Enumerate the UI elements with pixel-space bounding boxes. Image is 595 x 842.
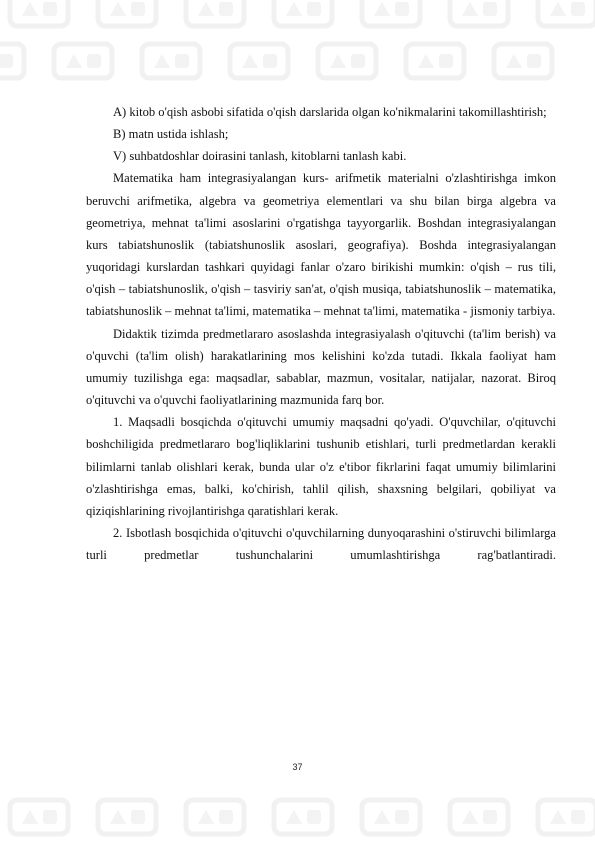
paragraph-stage-2: 2. Isbotlash bosqichida o'qituvchi o'quvchilarning dunyoqarashini o'stiruvchi bilimlarga turli predmetlar tushunchalarini umumlashtirishga rag'batlantiradi.	[86, 525, 556, 563]
paragraph-stage-1: 1. Maqsadli bosqichda o'qituvchi umumiy maqsadni qo'yadi. O'quvchilar, o'qituvchi boshchiligida predmetlararo bog'liqliklarini tushunib etishlari, turli predmetlardan kerakli bilimlarni tanlab olishlari kerak, bunda ular o'z e'tibor fikrlarini faqat umumiy bilimlarini o'zlashtirishga emas, balki, ko'chirish, tahlil qilish, shaxsning belgilari, qobiliyat va qiziqishlarining rivojlantirishga qaratishlari kerak.	[86, 415, 556, 518]
paragraph-a-item: A) kitob o'qish asbobi sifatida o'qish darslarida olgan ko'nikmalarini takomillashtirish;	[113, 105, 547, 119]
paragraph-v-item: V) suhbatdoshlar doirasini tanlash, kitoblarni tanlash kabi.	[113, 149, 407, 164]
paragraph-b-item: B) matn ustida ishlash;	[113, 127, 229, 142]
paragraph-mathematics: Matematika ham integrasiyalangan kurs- arifmetik materialni o'zlashtirishga imkon beruvchi arifmetika, algebra va geometriya elementlari va shu bilan birga algebra va geometriya, mehnat ta'limi asoslarini o'rgatishga tayyorgarlik. Boshdan integrasiyalangan kurs tabiatshunoslik (tabiatshunoslik asoslari, geografiya). Boshda integrasiyalangan yuqoridagi kurslardan tashkari quyidagi fanlar o'zaro birikishi mumkin: o'qish – rus tili, o'qish – tabiatshunoslik, o'qish – tasviriy san'at, o'qish musiqa, tabiatshunoslik – matematika, tabiatshunoslik – mehnat ta'limi, matematika – mehnat ta'limi, matematika - jismoniy tarbiya.	[86, 171, 556, 319]
paragraph-didactic-system: Didaktik tizimda predmetlararo asoslashda integrasiyalash o'qituvchi (ta'lim berish) va o'quvchi (ta'lim olish) harakatlarining mos kelishini ko'zda tutadi. Ikkala faoliyat ham umumiy tuzilishga ega: maqsadlar, sabablar, mazmun, vositalar, natijalar, nazorat. Biroq o'qituvchi va o'quvchi faoliyatlarining mazmunida farq bor.	[86, 326, 556, 408]
body-text	[86, 101, 556, 566]
page-number: 37	[292, 762, 303, 772]
